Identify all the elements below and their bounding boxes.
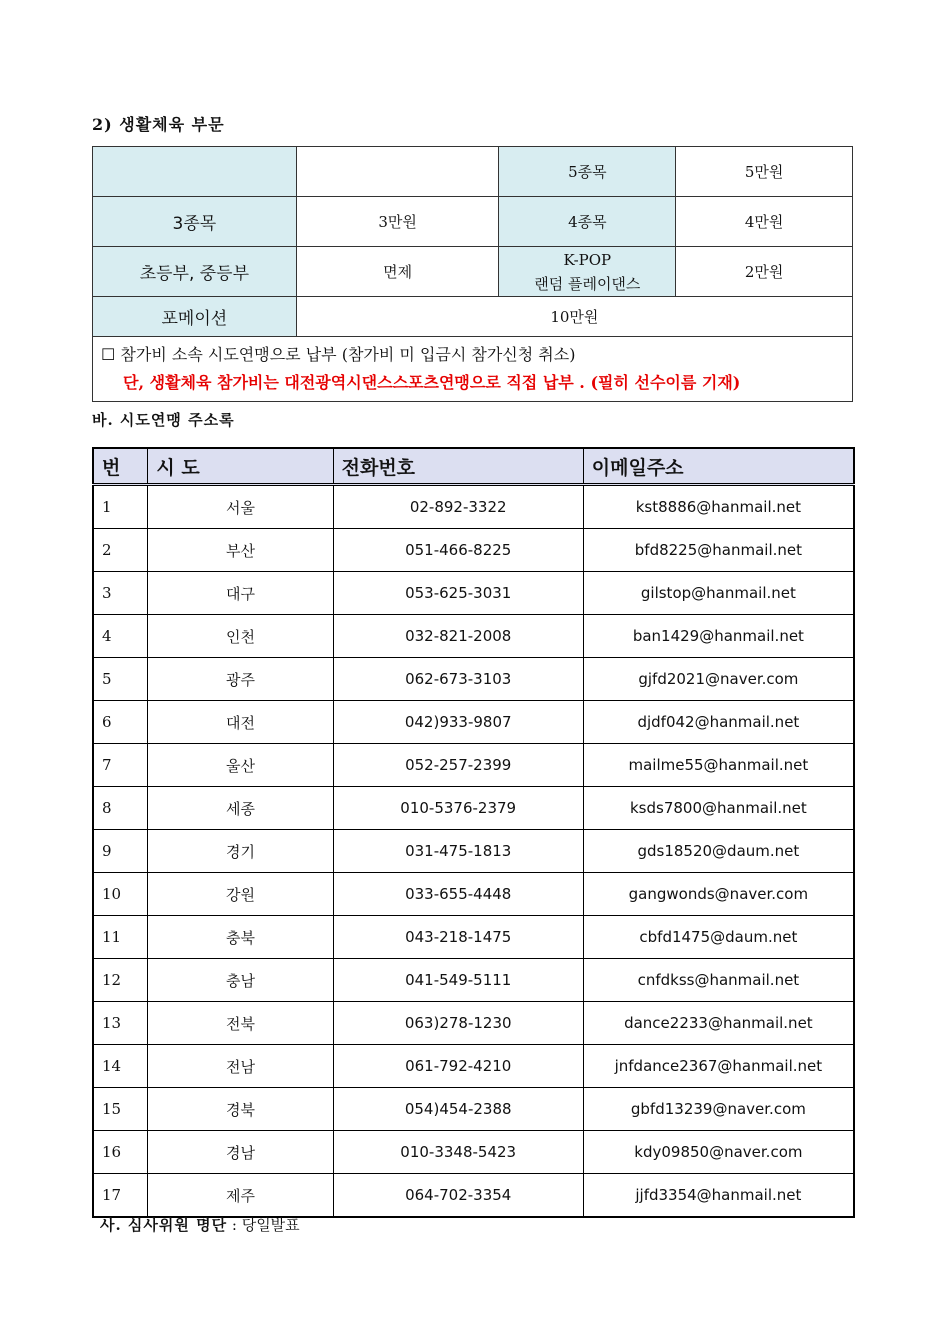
- table-row: [93, 1131, 854, 1174]
- row-phone: 032-821-2008: [333, 615, 583, 658]
- fee-cell: 면제: [296, 247, 499, 297]
- row-phone: 051-466-8225: [333, 529, 583, 572]
- row-number: 3: [93, 572, 148, 615]
- row-email: ban1429@hanmail.net: [583, 615, 854, 658]
- table-row: [93, 1088, 854, 1131]
- fee-cell: 4만원: [676, 197, 853, 247]
- row-phone: 063)278-1230: [333, 1002, 583, 1045]
- row-email: kst8886@hanmail.net: [583, 485, 854, 529]
- fee-cell: [93, 147, 297, 197]
- row-city: 충북: [148, 916, 333, 959]
- row-number: 2: [93, 529, 148, 572]
- address-header-row: [93, 448, 854, 485]
- row-city: 경남: [148, 1131, 333, 1174]
- row-number: 17: [93, 1174, 148, 1218]
- fee-table: [92, 146, 853, 402]
- row-city: 경북: [148, 1088, 333, 1131]
- row-email: gds18520@daum.net: [583, 830, 854, 873]
- table-row: [93, 959, 854, 1002]
- kpop-label: K-POP: [563, 250, 612, 269]
- row-number: 15: [93, 1088, 148, 1131]
- judges-label: 사. 심사위원 명단: [100, 1216, 228, 1234]
- row-email: mailme55@hanmail.net: [583, 744, 854, 787]
- row-email: ksds7800@hanmail.net: [583, 787, 854, 830]
- row-city: 광주: [148, 658, 333, 701]
- row-phone: 062-673-3103: [333, 658, 583, 701]
- row-number: 5: [93, 658, 148, 701]
- row-phone: 010-3348-5423: [333, 1131, 583, 1174]
- fee-cell-kpop: [499, 247, 676, 297]
- row-number: 6: [93, 701, 148, 744]
- row-number: 12: [93, 959, 148, 1002]
- row-city: 대전: [148, 701, 333, 744]
- row-phone: 010-5376-2379: [333, 787, 583, 830]
- row-email: gangwonds@naver.com: [583, 873, 854, 916]
- row-phone: 053-625-3031: [333, 572, 583, 615]
- row-phone: 054)454-2388: [333, 1088, 583, 1131]
- row-city: 대구: [148, 572, 333, 615]
- table-row: [93, 485, 854, 529]
- table-row: [93, 916, 854, 959]
- row-number: 11: [93, 916, 148, 959]
- row-number: 8: [93, 787, 148, 830]
- table-row: [93, 830, 854, 873]
- table-row: [93, 744, 854, 787]
- fee-cell: 3만원: [296, 197, 499, 247]
- row-city: 세종: [148, 787, 333, 830]
- row-city: 인천: [148, 615, 333, 658]
- fee-cell: [296, 147, 499, 197]
- row-number: 10: [93, 873, 148, 916]
- header-num: 번: [93, 448, 148, 485]
- row-city: 전북: [148, 1002, 333, 1045]
- row-number: 9: [93, 830, 148, 873]
- fee-cell: 10만원: [296, 297, 852, 337]
- fee-note-line: ☐ 참가비 소속 시도연맹으로 납부 (참가비 미 입금시 참가신청 취소): [101, 345, 576, 364]
- row-number: 7: [93, 744, 148, 787]
- row-city: 강원: [148, 873, 333, 916]
- row-email: gjfd2021@naver.com: [583, 658, 854, 701]
- address-title: 바. 시도연맹 주소록: [92, 411, 235, 429]
- row-email: kdy09850@naver.com: [583, 1131, 854, 1174]
- fee-note-warning: 단, 생활체육 참가비는 대전광역시댄스스포츠연맹으로 직접 납부 . (필히 선수이름 기재): [123, 373, 741, 392]
- fee-note-row: [93, 337, 853, 402]
- row-email: cbfd1475@daum.net: [583, 916, 854, 959]
- row-number: 16: [93, 1131, 148, 1174]
- row-phone: 064-702-3354: [333, 1174, 583, 1218]
- table-row: [93, 1045, 854, 1088]
- row-city: 경기: [148, 830, 333, 873]
- row-email: dance2233@hanmail.net: [583, 1002, 854, 1045]
- row-city: 제주: [148, 1174, 333, 1218]
- row-phone: 033-655-4448: [333, 873, 583, 916]
- row-email: djdf042@hanmail.net: [583, 701, 854, 744]
- row-email: gilstop@hanmail.net: [583, 572, 854, 615]
- random-play-label: 랜덤 플레이댄스: [534, 274, 641, 293]
- row-city: 충남: [148, 959, 333, 1002]
- row-email: cnfdkss@hanmail.net: [583, 959, 854, 1002]
- table-row: [93, 1174, 854, 1218]
- row-email: jnfdance2367@hanmail.net: [583, 1045, 854, 1088]
- row-city: 울산: [148, 744, 333, 787]
- fee-note: [93, 337, 853, 402]
- row-number: 4: [93, 615, 148, 658]
- row-phone: 042)933-9807: [333, 701, 583, 744]
- row-phone: 061-792-4210: [333, 1045, 583, 1088]
- row-number: 13: [93, 1002, 148, 1045]
- row-number: 1: [93, 485, 148, 529]
- table-row: [93, 1002, 854, 1045]
- table-row: [93, 701, 854, 744]
- table-row: [93, 787, 854, 830]
- row-email: gbfd13239@naver.com: [583, 1088, 854, 1131]
- fee-cell: 포메이션: [93, 297, 297, 337]
- row-number: 14: [93, 1045, 148, 1088]
- table-row: [93, 615, 854, 658]
- fee-cell: 5만원: [676, 147, 853, 197]
- header-phone: 전화번호: [333, 448, 583, 485]
- table-row: [93, 658, 854, 701]
- row-phone: 041-549-5111: [333, 959, 583, 1002]
- header-city: 시 도: [148, 448, 333, 485]
- fee-row: [93, 197, 853, 247]
- judges-sep: :: [227, 1216, 242, 1234]
- judges-line: [100, 1214, 300, 1235]
- judges-value: 당일발표: [241, 1216, 300, 1234]
- fee-cell: 3종목: [93, 197, 297, 247]
- fee-cell: 5종목: [499, 147, 676, 197]
- fee-row: [93, 147, 853, 197]
- row-email: bfd8225@hanmail.net: [583, 529, 854, 572]
- fee-row: [93, 247, 853, 297]
- row-phone: 043-218-1475: [333, 916, 583, 959]
- fee-cell: 4종목: [499, 197, 676, 247]
- fee-cell: 초등부, 중등부: [93, 247, 297, 297]
- row-city: 서울: [148, 485, 333, 529]
- row-city: 부산: [148, 529, 333, 572]
- fee-cell: 2만원: [676, 247, 853, 297]
- table-row: [93, 572, 854, 615]
- table-row: [93, 529, 854, 572]
- fee-row: [93, 297, 853, 337]
- header-email: 이메일주소: [583, 448, 854, 485]
- section-title: 2) 생활체육 부문: [92, 115, 225, 134]
- row-phone: 02-892-3322: [333, 485, 583, 529]
- row-email: jjfd3354@hanmail.net: [583, 1174, 854, 1218]
- address-table: [92, 447, 855, 1218]
- row-phone: 031-475-1813: [333, 830, 583, 873]
- row-city: 전남: [148, 1045, 333, 1088]
- table-row: [93, 873, 854, 916]
- row-phone: 052-257-2399: [333, 744, 583, 787]
